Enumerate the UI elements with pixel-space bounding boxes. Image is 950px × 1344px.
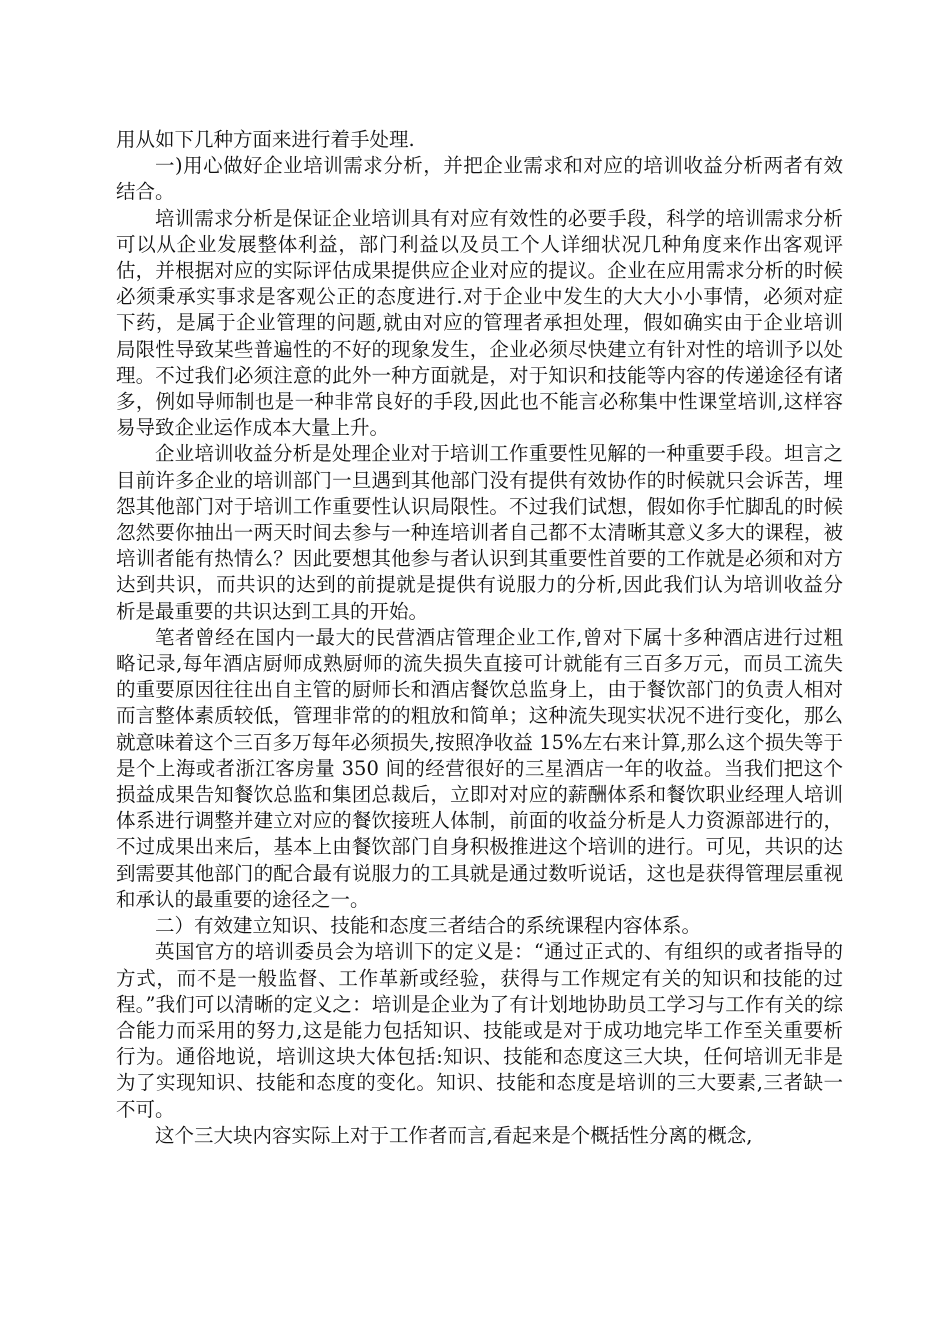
paragraph-three-blocks: 这个三大块内容实际上对于工作者而言,看起来是个概括性分离的概念, — [155, 1123, 753, 1147]
document-page — [116, 127, 843, 1149]
paragraph-hotel-case: 笔者曾经在国内一最大的民营酒店管理企业工作,曾对下属十多种酒店进行过粗略记录,每年酒店厨师成熟厨师的流失损失直接可计就能有三百多万元，而员工流失的重要原因往往出自主管的厨师长和酒店餐饮总监身上，由于餐饮部门的负责人相对而言整体素质较低，管理非常的的粗放和简单；这种流失现实状况不进行变化，那么就意味着这个三百多万每年必须损失,按照净收益 15%左右来计算,那么这个损失等于是个上海或者浙江客房量 350 间的经营很好的三星酒店一年的收益。当我们把这个损益成果告知餐饮总监和集团总裁后，立即对对应的薪酬体系和餐饮职业经理人培训体系进行调整并建立对应的餐饮接班人体制，前面的收益分析是人力资源部进行的，不过成果出来后，基本上由餐饮部门自身积极推进这个培训的进行。可见，共识的达到需要其他部门的配合最有说服力的工具就是通过数听说话，这也是获得管理层重视和承认的最重要的途径之一。 — [116, 625, 843, 911]
paragraph-needs-analysis: 培训需求分析是保证企业培训具有对应有效性的必要手段，科学的培训需求分析可以从企业发展整体利益，部门利益以及员工个人详细状况几种角度来作出客观评估，并根据对应的实际评估成果提供应企业对应的提议。企业在应用需求分析的时候必须秉承实事求是客观公正的态度进行.对于企业中发生的大大小小事情，必须对症下药，是属于企业管理的问题,就由对应的管理者承担处理，假如确实由于企业培训局限性导致某些普遍性的不好的现象发生，企业必须尽快建立有针对性的培训予以处理。不过我们必须注意的此外一种方面就是，对于知识和技能等内容的传递途径有诸多，例如导师制也是一种非常良好的手段,因此也不能言必称集中性课堂培训,这样容易导致企业运作成本大量上升。 — [116, 206, 843, 440]
heading-course-system: 二）有效建立知识、技能和态度三者结合的系统课程内容体系。 — [155, 914, 702, 938]
paragraph-1: 用从如下几种方面来进行着手处理. — [116, 128, 415, 151]
heading-training-needs-analysis: 一)用心做好企业培训需求分析，并把企业需求和对应的培训收益分析两者有效结合。 — [116, 154, 843, 204]
paragraph-training-definition: 英国官方的培训委员会为培训下的定义是：“通过正式的、有组织的或者指导的方式，而不是一般监督、工作革新或经验，获得与工作规定有关的知识和技能的过程。”我们可以清晰的定义之：培训是企业为了有计划地协助员工学习与工作有关的综合能力而采用的努力,这是能力包括知识、技能或是对于成功地完毕工作至关重要析行为。通俗地说，培训这块大体包括:知识、技能和态度这三大块，任何培训无非是为了实现知识、技能和态度的变化。知识、技能和态度是培训的三大要素,三者缺一不可。 — [116, 940, 843, 1121]
paragraph-benefit-analysis: 企业培训收益分析是处理企业对于培训工作重要性见解的一种重要手段。坦言之目前许多企业的培训部门一旦遇到其他部门没有提供有效协作的时候就只会诉苦，埋怨其他部门对于培训工作重要性认识局限性。不过我们试想，假如你手忙脚乱的时候忽然要你抽出一两天时间去参与一种连培训者自己都不太清晰其意义多大的课程，被培训者能有热情么？因此要想其他参与者认识到其重要性首要的工作就是必须和对方达到共识，而共识的达到的前提就是提供有说服力的分析,因此我们认为培训收益分析是最重要的共识达到工具的开始。 — [116, 442, 843, 623]
